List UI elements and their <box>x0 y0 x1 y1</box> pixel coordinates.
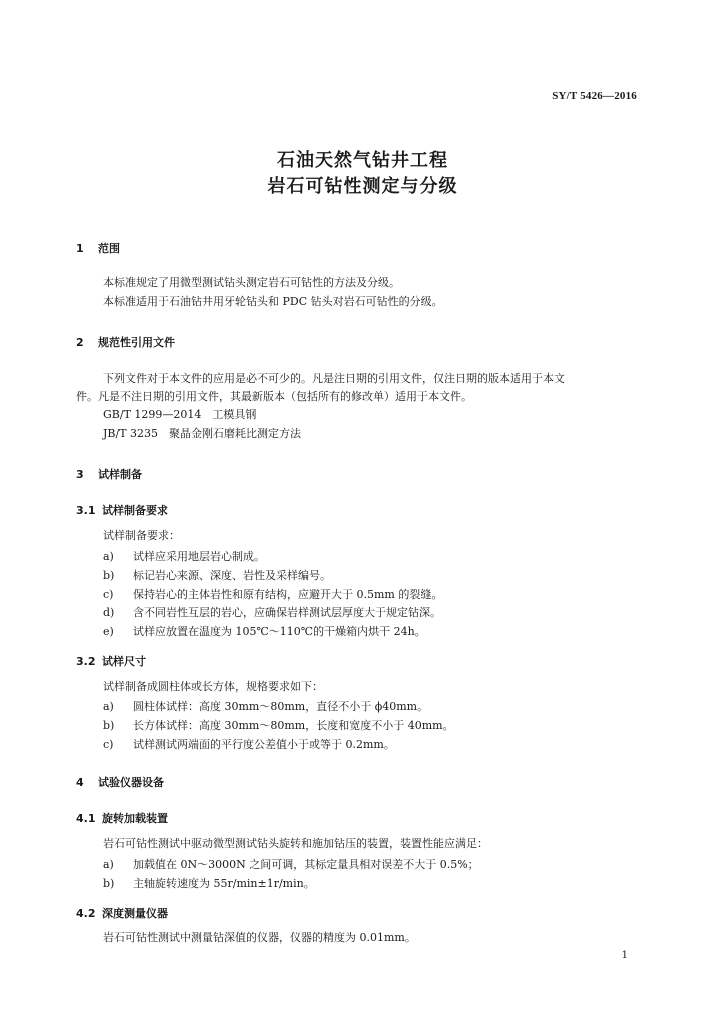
list-item <box>103 736 395 752</box>
s3-2-intro: 试样制备成圆柱体或长方体，规格要求如下： <box>103 680 323 693</box>
list-marker: e) <box>103 625 114 638</box>
section-number: 4 <box>76 776 84 789</box>
list-item <box>103 875 315 891</box>
doc-title-line1: 石油天然气钻井工程 <box>277 150 448 171</box>
standard-code: SY/T 5426—2016 <box>552 90 637 102</box>
list-text: 试样测试两端面的平行度公差值小于或等于 0.2mm。 <box>133 738 395 751</box>
s4-1-intro: 岩石可钻性测试中驱动微型测试钻头旋转和施加钻压的装置，装置性能应满足： <box>103 837 488 850</box>
normative-reference-1: GB/T 1299—2014 工模具钢 <box>103 408 257 421</box>
list-item <box>103 623 426 639</box>
list-text: 加载值在 0N～3000N 之间可调，其标定量具相对误差不大于 0.5%； <box>133 858 479 871</box>
section-title: 试样尺寸 <box>102 655 146 668</box>
section-title: 规范性引用文件 <box>98 336 175 349</box>
s1-paragraph-1: 本标准规定了用微型测试钻头测定岩石可钻性的方法及分级。 <box>103 276 400 289</box>
s2-paragraph-line2: 件。凡是不注日期的引用文件，其最新版本（包括所有的修改单）适用于本文件。 <box>76 390 472 403</box>
section-3-2-heading <box>76 653 146 669</box>
list-item <box>103 698 428 714</box>
list-text: 保持岩心的主体岩性和原有结构，应避开大于 0.5mm 的裂缝。 <box>133 588 443 601</box>
list-marker: a) <box>103 550 114 563</box>
list-item <box>103 548 265 564</box>
section-title: 旋转加载装置 <box>102 812 168 825</box>
section-title: 范围 <box>98 242 120 255</box>
list-text: 主轴旋转速度为 55r/min±1r/min。 <box>133 877 315 890</box>
list-item <box>103 604 441 620</box>
s3-1-intro: 试样制备要求： <box>103 529 180 542</box>
list-text: 试样应放置在温度为 105℃～110℃的干燥箱内烘干 24h。 <box>133 625 426 638</box>
section-3-1-heading <box>76 502 168 518</box>
section-number: 3 <box>76 468 84 481</box>
s1-paragraph-2: 本标准适用于石油钻井用牙轮钻头和 PDC 钻头对岩石可钻性的分级。 <box>103 295 443 308</box>
section-title: 试验仪器设备 <box>98 776 164 789</box>
list-marker: c) <box>103 588 114 601</box>
section-number: 4.2 <box>76 907 96 920</box>
list-item <box>103 856 479 872</box>
list-marker: b) <box>103 569 115 582</box>
doc-title-line2: 岩石可钻性测定与分级 <box>267 176 458 197</box>
list-item <box>103 567 331 583</box>
list-text: 圆柱体试样：高度 30mm～80mm，直径不小于 ϕ40mm。 <box>133 700 429 713</box>
s2-paragraph-line1: 下列文件对于本文件的应用是必不可少的。凡是注日期的引用文件，仅注日期的版本适用于本文 <box>103 372 565 385</box>
list-item <box>103 717 454 733</box>
section-2-heading <box>76 334 175 350</box>
section-1-heading <box>76 240 120 256</box>
page-number: 1 <box>621 950 628 961</box>
list-text: 含不同岩性互层的岩心，应确保岩样测试层厚度大于规定钻深。 <box>133 606 441 619</box>
section-4-heading <box>76 774 164 790</box>
list-marker: a) <box>103 858 114 871</box>
list-marker: a) <box>103 700 114 713</box>
section-number: 3.2 <box>76 655 96 668</box>
section-4-2-heading <box>76 905 168 921</box>
section-number: 1 <box>76 242 84 255</box>
section-number: 4.1 <box>76 812 96 825</box>
section-title: 试样制备 <box>98 468 142 481</box>
list-marker: b) <box>103 719 115 732</box>
section-title: 深度测量仪器 <box>102 907 168 920</box>
list-item <box>103 586 442 602</box>
section-number: 2 <box>76 336 84 349</box>
section-4-1-heading <box>76 810 168 826</box>
section-number: 3.1 <box>76 504 96 517</box>
list-text: 长方体试样：高度 30mm～80mm，长度和宽度不小于 40mm。 <box>133 719 454 732</box>
list-text: 标记岩心来源、深度、岩性及采样编号。 <box>133 569 331 582</box>
s4-2-paragraph: 岩石可钻性测试中测量钻深值的仪器，仪器的精度为 0.01mm。 <box>103 931 416 944</box>
section-title: 试样制备要求 <box>102 504 168 517</box>
list-marker: b) <box>103 877 115 890</box>
list-text: 试样应采用地层岩心制成。 <box>133 550 265 563</box>
section-3-heading <box>76 466 142 482</box>
normative-reference-2: JB/T 3235 聚晶金刚石磨耗比测定方法 <box>103 427 302 440</box>
list-marker: d) <box>103 606 115 619</box>
list-marker: c) <box>103 738 114 751</box>
